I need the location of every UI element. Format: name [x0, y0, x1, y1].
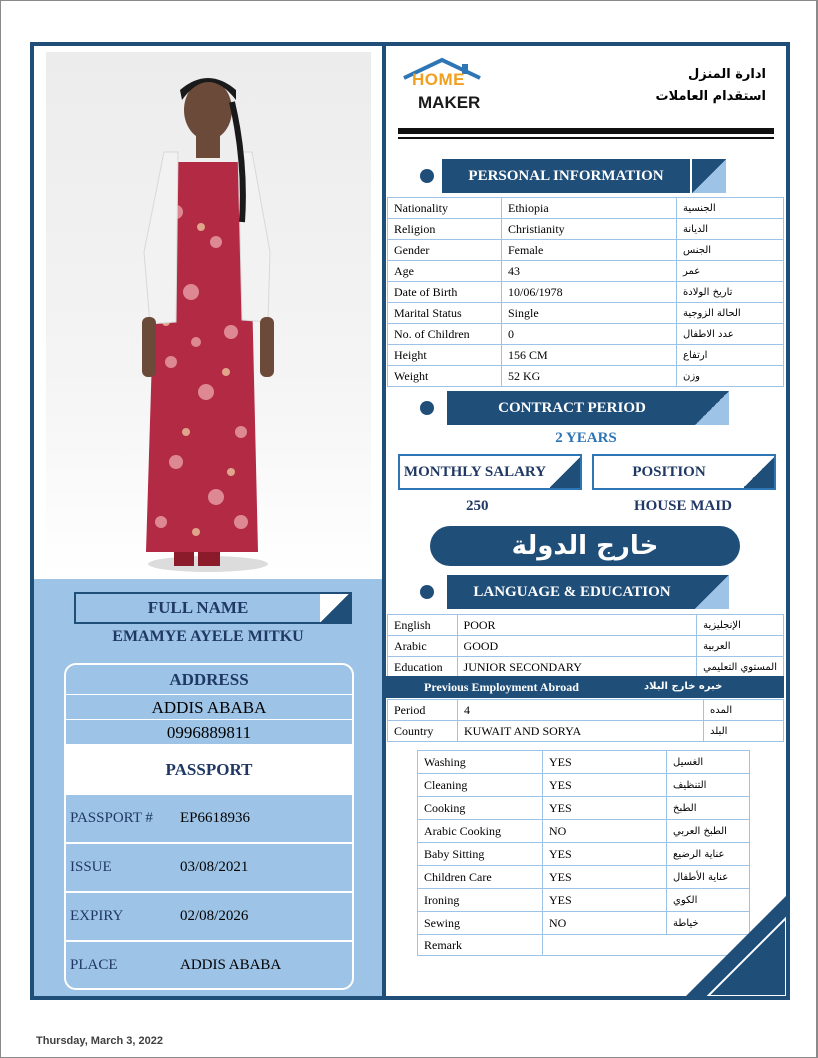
table-row	[388, 324, 784, 345]
skill-value: YES	[543, 774, 667, 797]
contract-period-value: 2 YEARS	[555, 430, 617, 446]
row-label-ar: البلد	[704, 721, 784, 742]
table-row	[388, 615, 784, 636]
bullet-dot	[420, 401, 434, 415]
row-value: 43	[502, 261, 677, 282]
table-row	[418, 797, 750, 820]
row-label-ar: وزن	[677, 366, 784, 387]
passport-row	[66, 795, 352, 844]
row-label-ar: ارتفاع	[677, 345, 784, 366]
fullname-label: FULL NAME	[76, 594, 320, 622]
skill-label-ar: الكوي	[667, 889, 750, 912]
row-label: Nationality	[388, 198, 502, 219]
arabic-header-line2: استقدام العاملات	[655, 89, 766, 104]
monthly-salary-value: 250	[466, 498, 489, 514]
row-label: Weight	[388, 366, 502, 387]
table-row	[388, 366, 784, 387]
corner-decoration	[686, 896, 786, 996]
monthly-salary-label-box	[398, 454, 582, 490]
skill-label: Washing	[418, 751, 543, 774]
address-city: ADDIS ABABA	[66, 695, 352, 720]
skill-label: Sewing	[418, 912, 543, 935]
table-row	[388, 303, 784, 324]
homemaker-logo	[398, 56, 488, 116]
table-row	[418, 843, 750, 866]
previous-employment-table	[387, 699, 784, 742]
fullname-corner-decoration	[320, 594, 350, 622]
row-label: Arabic	[388, 636, 458, 657]
row-label: Country	[388, 721, 458, 742]
skill-label-ar: التنظيف	[667, 774, 750, 797]
language-table	[387, 614, 784, 678]
skill-label: Arabic Cooking	[418, 820, 543, 843]
row-value: POOR	[457, 615, 697, 636]
table-row	[388, 198, 784, 219]
row-label: Date of Birth	[388, 282, 502, 303]
table-row	[388, 636, 784, 657]
row-value: 4	[458, 700, 704, 721]
passport-number-value: EP6618936	[180, 810, 251, 826]
previous-employment-heading	[386, 676, 784, 698]
table-row	[388, 219, 784, 240]
logo-home-text: HOME	[412, 70, 465, 89]
passport-row	[66, 844, 352, 893]
row-label-ar: الجنس	[677, 240, 784, 261]
candidate-figure	[46, 52, 371, 576]
bullet-dot	[420, 585, 434, 599]
skill-label-ar: عناية الأطفال	[667, 866, 750, 889]
skill-label: Cleaning	[418, 774, 543, 797]
fullname-label-box	[74, 592, 352, 624]
previous-employment-title-ar: خبره خارج البلاد	[644, 681, 723, 692]
row-value: Christianity	[502, 219, 677, 240]
passport-issue-value: 03/08/2021	[180, 859, 249, 875]
candidate-photo	[46, 52, 371, 576]
monthly-salary-label: MONTHLY SALARY	[403, 464, 547, 480]
skill-value: NO	[543, 820, 667, 843]
skill-label-ar: الطبخ العربي	[667, 820, 750, 843]
remark-label: Remark	[418, 935, 543, 956]
skill-label-ar: الغسيل	[667, 751, 750, 774]
passport-place-label: PLACE	[70, 957, 118, 973]
address-passport-card	[64, 663, 354, 990]
row-label-ar: الجنسية	[677, 198, 784, 219]
skill-label-ar: عناية الرضيع	[667, 843, 750, 866]
row-label-ar: عمر	[677, 261, 784, 282]
row-value: Female	[502, 240, 677, 261]
contract-heading	[420, 391, 730, 425]
passport-number-label: PASSPORT #	[70, 810, 153, 826]
row-label-ar: المستوي التعليمي	[697, 657, 784, 678]
row-label: Education	[388, 657, 458, 678]
row-value: Single	[502, 303, 677, 324]
row-value: 156 CM	[502, 345, 677, 366]
row-label-ar: العربية	[697, 636, 784, 657]
skill-label: Children Care	[418, 866, 543, 889]
table-row	[388, 657, 784, 678]
row-label: No. of Children	[388, 324, 502, 345]
passport-row	[66, 893, 352, 942]
table-row	[388, 261, 784, 282]
row-value: 52 KG	[502, 366, 677, 387]
row-label: Gender	[388, 240, 502, 261]
address-label: ADDRESS	[66, 665, 352, 695]
skill-value: YES	[543, 843, 667, 866]
passport-row	[66, 942, 352, 990]
row-label-ar: المده	[704, 700, 784, 721]
skill-value: YES	[543, 866, 667, 889]
row-value: JUNIOR SECONDARY	[457, 657, 697, 678]
row-label: English	[388, 615, 458, 636]
skill-value: YES	[543, 889, 667, 912]
row-value: GOOD	[457, 636, 697, 657]
right-column	[386, 46, 786, 996]
left-column	[34, 46, 382, 996]
row-value: KUWAIT AND SORYA	[458, 721, 704, 742]
passport-expiry-value: 02/08/2026	[180, 908, 249, 924]
row-label: Marital Status	[388, 303, 502, 324]
row-label: Age	[388, 261, 502, 282]
table-row	[388, 345, 784, 366]
table-row	[418, 774, 750, 797]
bullet-dot	[420, 169, 434, 183]
row-label-ar: الحالة الزوجية	[677, 303, 784, 324]
row-label: Height	[388, 345, 502, 366]
table-row	[418, 866, 750, 889]
table-row	[388, 721, 784, 742]
row-label: Period	[388, 700, 458, 721]
skill-value: YES	[543, 797, 667, 820]
passport-issue-label: ISSUE	[70, 859, 112, 875]
table-row	[418, 820, 750, 843]
passport-label: PASSPORT	[66, 745, 352, 795]
header-rule	[398, 128, 774, 134]
skill-value: YES	[543, 751, 667, 774]
table-row	[418, 751, 750, 774]
photo-panel	[34, 46, 382, 579]
header-rule-thin	[398, 137, 774, 139]
box-corner-decoration	[550, 456, 580, 488]
personal-info-title: PERSONAL INFORMATION	[442, 159, 690, 193]
table-row	[388, 240, 784, 261]
position-label-box	[592, 454, 776, 490]
row-label-ar: الإنجليزية	[697, 615, 784, 636]
row-label-ar: عدد الاطفال	[677, 324, 784, 345]
address-phone: 0996889811	[66, 720, 352, 745]
language-heading	[420, 575, 730, 609]
row-label: Religion	[388, 219, 502, 240]
language-title: LANGUAGE & EDUCATION	[447, 575, 697, 609]
row-value: Ethiopia	[502, 198, 677, 219]
arabic-header	[656, 64, 766, 108]
row-label-ar: تاريخ الولادة	[677, 282, 784, 303]
passport-expiry-label: EXPIRY	[70, 908, 124, 924]
heading-corner-decoration	[695, 391, 729, 425]
previous-employment-title: Previous Employment Abroad	[424, 680, 579, 694]
skill-label-ar: الطبخ	[667, 797, 750, 820]
table-row	[388, 282, 784, 303]
skill-label: Cooking	[418, 797, 543, 820]
skill-label: Ironing	[418, 889, 543, 912]
fullname-value: EMAMYE AYELE MITKU	[112, 628, 304, 645]
passport-place-value: ADDIS ABABA	[180, 957, 282, 973]
contract-title: CONTRACT PERIOD	[447, 391, 697, 425]
row-value: 10/06/1978	[502, 282, 677, 303]
position-label: POSITION	[632, 464, 706, 480]
row-label-ar: الديانة	[677, 219, 784, 240]
row-value: 0	[502, 324, 677, 345]
logo-maker-text: MAKER	[418, 93, 481, 112]
heading-corner-decoration	[692, 159, 726, 193]
box-corner-decoration	[744, 456, 774, 488]
heading-corner-decoration	[695, 575, 729, 609]
skill-value: NO	[543, 912, 667, 935]
skill-label: Baby Sitting	[418, 843, 543, 866]
personal-info-heading	[420, 159, 730, 193]
abroad-banner: خارج الدولة	[430, 526, 740, 566]
arabic-header-line1: ادارة المنزل	[688, 67, 766, 82]
table-row	[388, 700, 784, 721]
personal-info-table	[387, 197, 784, 387]
position-value: HOUSE MAID	[634, 498, 732, 514]
print-date: Thursday, March 3, 2022	[36, 1035, 163, 1047]
skill-label-ar: خياطة	[667, 912, 750, 935]
